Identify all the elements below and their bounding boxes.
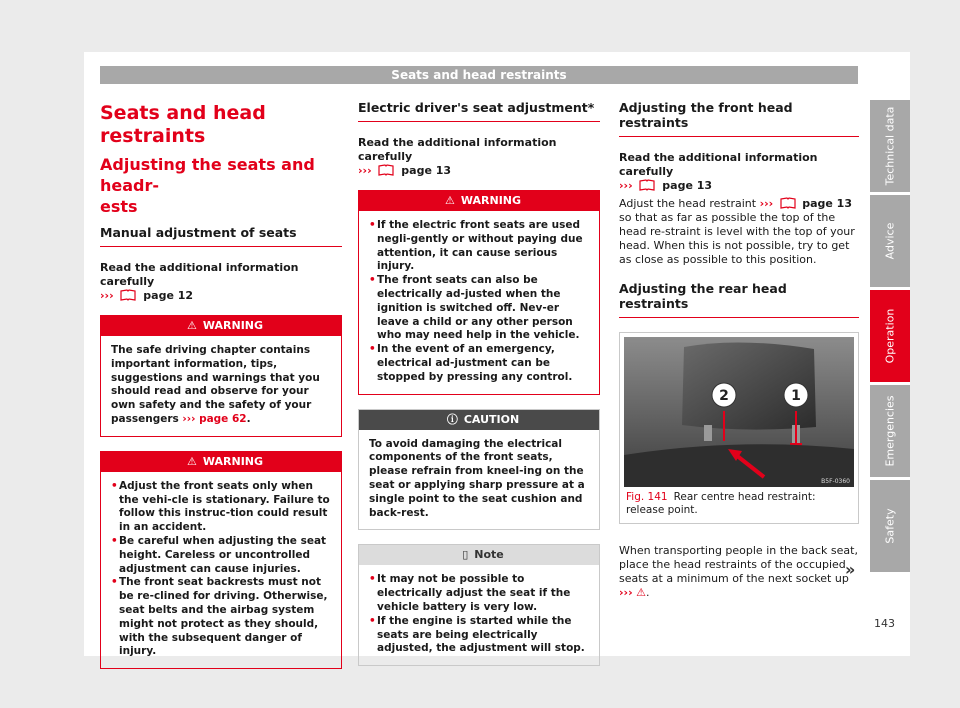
subchapter-title: Adjusting the seats and headr- ests	[100, 155, 315, 216]
tab-technical-data[interactable]: Technical data	[870, 100, 910, 192]
figure-141	[619, 332, 859, 524]
tab-operation[interactable]: Operation	[870, 290, 910, 382]
section-heading-rear-restraints: Adjusting the rear head restraints	[619, 281, 859, 318]
list-item: • If the engine is started while the seats are being electrically adjusted, the adjustment will stop.	[369, 615, 589, 656]
warning-triangle-icon[interactable]: ⚠	[636, 586, 646, 599]
warning-box-electric: ⚠ WARNING • If the electric front seats are used negli-gently or without paying due attention, it can cause serious injury. • The front seats can also be electrically ad-justed when the ignition is switched off. Nev-er leave a child or any other person who may need help in the vehicle. • In the event of an emergency, electrical ad-justment can be stopped by pressing any control.	[358, 190, 600, 395]
column-3	[619, 96, 859, 612]
list-item: • If the electric front seats are used negli-gently or without paying due attention, it can cause serious injury.	[369, 219, 589, 274]
book-icon	[120, 289, 136, 301]
warning-box-1: ⚠ WARNING The safe driving chapter contains important information, tips, suggestions and warnings that you should read and observe for your own safety and the safety of your passengers ››› page 62.	[100, 315, 342, 437]
adjust-paragraph: Adjust the head restraint ››› page 13 so that as far as possible the top of the head re-straint is level with the top of your head. When this is not possible, try to get as close as possible to this position.	[619, 197, 855, 266]
read-info: Read the additional information carefully ››› page 13	[358, 136, 557, 177]
page-number: 143	[874, 617, 895, 630]
running-header: Seats and head restraints	[100, 66, 858, 84]
column-2	[358, 96, 600, 678]
page-ref-link[interactable]: page 13	[802, 197, 852, 210]
list-item: • The front seat backrests must not be re-clined for driving. Otherwise, seat belts and the airbag system might not protect as they should, with the subsequent danger of injury.	[111, 576, 331, 659]
book-icon	[780, 197, 796, 209]
tab-safety[interactable]: Safety	[870, 480, 910, 572]
page-ref-link[interactable]: page 13	[662, 179, 713, 192]
chapter-tabs	[870, 100, 910, 575]
read-info: Read the additional information carefully ››› page 12	[100, 261, 299, 302]
page-ref-link[interactable]: page 12	[143, 289, 194, 302]
callout-2: 2	[719, 388, 729, 404]
note-box: ▯ Note • It may not be possible to electrically adjust the seat if the vehicle battery is very low. • If the engine is started while the seats are being electrically adjusted, the adjustment will stop.	[358, 544, 600, 666]
list-item: • In the event of an emergency, electrical ad-justment can be stopped by pressing any control.	[369, 343, 589, 384]
caution-box: ⓘ CAUTION To avoid damaging the electrical components of the front seats, please refrain from kneel-ing on the seat or applying sharp pressure at a single point to the seat cushion and back-rest.	[358, 409, 600, 531]
section-heading-electric: Electric driver's seat adjustment*	[358, 96, 600, 122]
list-item: • Be careful when adjusting the seat height. Careless or uncontrolled adjustment can cause injuries.	[111, 535, 331, 576]
continue-arrow: »	[845, 560, 856, 579]
list-item: • It may not be possible to electrically adjust the seat if the vehicle battery is very low.	[369, 573, 589, 614]
list-item: • Adjust the front seats only when the vehi-cle is stationary. Failure to follow this instruc-tion could result in an accident.	[111, 480, 331, 535]
transport-paragraph: When transporting people in the back seat, place the head restraints of the occupied seats at a minimum of the next socket up ››› ⚠.	[619, 544, 858, 599]
section-heading-front-restraints: Adjusting the front head restraints	[619, 96, 859, 137]
head-restraint-photo	[624, 337, 854, 487]
warning-box-2: ⚠ WARNING • Adjust the front seats only when the vehi-cle is stationary. Failure to follow this instruc-tion could result in an accident. • Be careful when adjusting the seat height. Careless or uncontrolled adjustment can cause injuries. • The front seat backrests must not be re-clined for driving. Otherwise, seat belts and the airbag system might not protect as they should, with the subsequent danger of injury.	[100, 451, 342, 669]
read-info: Read the additional information carefully ››› page 13	[619, 151, 818, 192]
chapter-title: Seats and head restraints	[100, 102, 266, 147]
tab-advice[interactable]: Advice	[870, 195, 910, 287]
page-ref-link[interactable]: page 62	[199, 412, 247, 425]
page-ref-link[interactable]: page 13	[401, 164, 452, 177]
book-icon	[378, 164, 394, 176]
caution-circle-icon: ⓘ	[446, 412, 458, 426]
note-icon: ▯	[462, 548, 469, 562]
warning-triangle-icon: ⚠	[444, 194, 455, 207]
tab-emergencies[interactable]: Emergencies	[870, 385, 910, 477]
figure-caption: Fig. 141 Rear centre head restraint: release point.	[626, 491, 816, 516]
column-1	[100, 96, 342, 681]
list-item: • The front seats can also be electrically ad-justed when the ignition is switched off. Nev-er leave a child or any other person who may need help in the vehicle.	[369, 274, 589, 343]
section-heading-manual: Manual adjustment of seats	[100, 225, 342, 247]
figure-code: B5F-0360	[821, 478, 850, 485]
callout-1: 1	[791, 388, 801, 404]
book-icon	[639, 179, 655, 191]
warning-triangle-icon: ⚠	[186, 319, 197, 332]
warning-triangle-icon: ⚠	[186, 454, 197, 468]
